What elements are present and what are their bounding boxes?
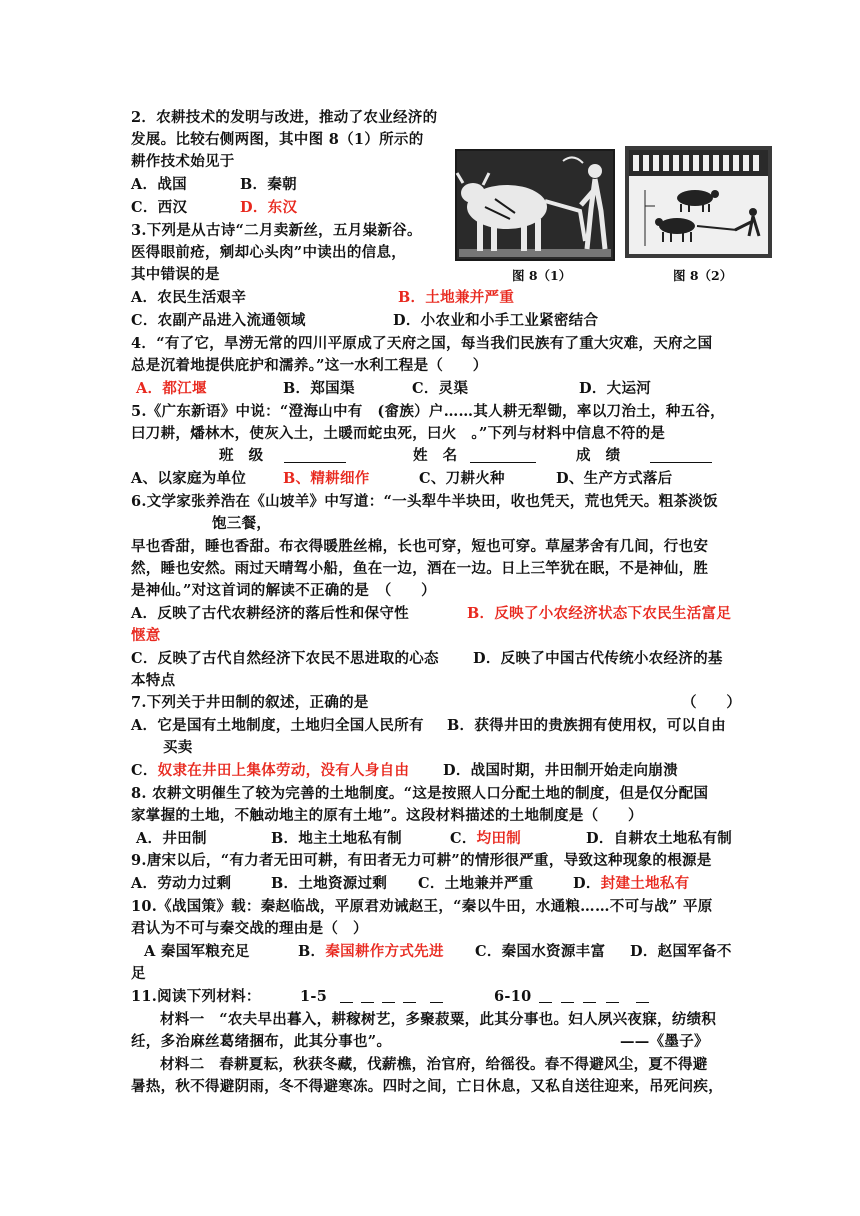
q4-option-d: D．大运河 <box>579 380 652 397</box>
answer-blank-4[interactable] <box>403 988 416 1003</box>
q5-option-d: D、生产方式落后 <box>556 470 673 487</box>
q5-option-b-prefix <box>283 468 370 490</box>
q7-option-d: D．战国时期，井田制开始走向崩溃 <box>443 762 678 779</box>
q5-option-a: A、以家庭为单位 <box>131 470 247 487</box>
q8-option-c-letter: C．均田制 <box>450 830 522 847</box>
q8-option-d: D．自耕农土地私有制 <box>586 830 733 847</box>
q2-line3: 耕作技术始见于 <box>131 153 235 170</box>
q4-line1: 4．“有了它，旱涝无常的四川平原成了天府之国，每当我们民族有了重大灾难，天府之国 <box>131 335 713 352</box>
figure-8-2-image <box>625 146 772 258</box>
score-label: 成 绩 <box>576 447 621 464</box>
q10-option-c: C．秦国水资源丰富 <box>475 943 606 960</box>
q7-option-b: B．获得井田的贵族拥有使用权，可以自由 <box>447 717 726 734</box>
q6-line5: 是神仙。”对这首词的解读不正确的是 （ ） <box>131 582 436 599</box>
q6-option-a: A．反映了古代农耕经济的落后性和保守性 <box>131 605 409 622</box>
q9-option-d-letter: D．封建土地私有 <box>573 875 690 892</box>
q11-material2-line2: 暑热，秋不得避阴雨，冬不得避寒冻。四时之间，亡日休息，又私自送往迎来，吊死问疾， <box>131 1078 723 1095</box>
q3-option-a: A．农民生活艰辛 <box>131 289 247 306</box>
answer-blank-2[interactable] <box>361 988 374 1003</box>
answer-blank-7[interactable] <box>561 988 574 1003</box>
q4-option-c: C．灵渠 <box>412 380 469 397</box>
answer-blank-1[interactable] <box>340 988 353 1003</box>
q3-option-c: C．农副产品进入流通领域 <box>131 312 306 329</box>
q3-line2: 医得眼前疮，剜却心头肉”中读出的信息， <box>131 244 407 261</box>
answer-blank-3[interactable] <box>382 988 395 1003</box>
q10-line1: 10.《战国策》载：秦赵临战，平原君劝诫赵王，“秦以牛田，水通粮……不可与战” 平原 <box>131 898 713 915</box>
q10-option-b-letter: B．秦国耕作方式先进 <box>298 943 444 960</box>
q2-line1: 2．农耕技术的发明与改进，推动了农业经济的 <box>131 109 438 126</box>
q8-line1: 8. 农耕文明催生了较为完善的土地制度。“这是按照人口分配土地的制度，但是仅分配国 <box>131 785 709 802</box>
q8-line2: 家掌握的土地，不触动地主的原有土地”。这段材料描述的土地制度是（ ） <box>131 807 643 824</box>
q7-option-c-letter: C．奴隶在井田上集体劳动，没有人身自由 <box>131 762 410 779</box>
q5-line2: 曰刀耕，燔林木，使灰入土，土暖而蛇虫死，曰火 。”下列与材料中信息不符的是 <box>131 425 666 442</box>
q9-option-c: C．土地兼并严重 <box>418 875 534 892</box>
q4-option-b: B．郑国渠 <box>283 380 355 397</box>
q8-option-a: A．井田制 <box>136 830 207 847</box>
name-label: 姓 名 <box>413 447 458 464</box>
q6-line3: 早也香甜，睡也香甜。布衣得暖胜丝棉，长也可穿，短也可穿。草屋茅舍有几间，行也安 <box>131 538 709 555</box>
q5-option-c: C、刀耕火种 <box>419 470 505 487</box>
q6-option-d: D．反映了中国古代传统小农经济的基 <box>473 650 723 667</box>
q9-option-a: A．劳动力过剩 <box>131 875 232 892</box>
q10-option-d-cont: 足 <box>131 965 146 982</box>
name-blank[interactable] <box>470 448 536 463</box>
q5-line1: 5.《广东新语》中说：“澄海山中有 (畲族）户……其人耕无犁锄，率以刀治土，种五谷， <box>131 403 725 420</box>
answer-blank-9[interactable] <box>606 988 619 1003</box>
q9-option-d-text: 封建土地私有 <box>600 875 690 892</box>
q6-option-b-cont: 惬意 <box>131 627 161 644</box>
q3-line1: 3.下列是从古诗“二月卖新丝，五月粜新谷。 <box>131 222 422 239</box>
q4-line2: 总是沉着地提供庇护和濡养。”这一水利工程是（ ） <box>131 357 488 374</box>
q6-option-d-cont: 本特点 <box>131 672 176 689</box>
q3-line3: 其中错误的是 <box>131 266 220 283</box>
q2-option-d: D．东汉 <box>240 199 298 216</box>
answer-range-6-10: 6-10 <box>494 988 532 1005</box>
q6-line2: 饱三餐， <box>212 515 272 532</box>
figure-8-1-caption: 图 8（1） <box>512 268 572 283</box>
q7-option-a: A．它是国有土地制度，土地归全国人民所有 <box>131 717 424 734</box>
q10-option-b-text: 秦国耕作方式先进 <box>325 943 444 960</box>
q6-line1: 6.文学家张养浩在《山坡羊》中写道：“一头犁牛半块田，收也凭天，荒也凭天。粗茶淡饭 <box>131 493 718 510</box>
q8-option-c-text: 均田制 <box>476 830 522 847</box>
q11-material1-line2: 纴，多治麻丝葛绪捆布，此其分事也”。 <box>131 1033 392 1050</box>
q6-line4: 然，睡也安然。雨过天晴驾小船，鱼在一边，酒在一边。日上三竿犹在眠，不是神仙，胜 <box>131 560 709 577</box>
q11-material2-line1: 材料二 春耕夏耘，秋获冬藏，伐薪樵，治官府，给徭役。春不得避风尘，夏不得避 <box>160 1056 708 1073</box>
q11-material1-source: ——《墨子》 <box>620 1033 709 1050</box>
figure-8-2-caption: 图 8（2） <box>673 268 733 283</box>
q5-option-b: B、精耕细作 <box>283 470 370 487</box>
q9-line1: 9.唐宋以后，“有力者无田可耕，有田者无力可耕”的情形很严重，导致这种现象的根源是 <box>131 852 712 869</box>
q7-option-c-text: 奴隶在井田上集体劳动，没有人身自由 <box>157 762 410 779</box>
q6-option-b: B．反映了小农经济状态下农民生活富足 <box>467 605 732 622</box>
q4-option-a: A．都江堰 <box>136 380 207 397</box>
answer-blank-5[interactable] <box>430 988 443 1003</box>
class-blank[interactable] <box>284 448 346 463</box>
q11-material1-line1: 材料一 “农夫早出暮入，耕稼树艺，多聚菽粟，此其分事也。妇人夙兴夜寐，纺绩积 <box>160 1011 717 1028</box>
q2-option-b: B．秦朝 <box>240 176 297 193</box>
score-blank[interactable] <box>650 448 712 463</box>
q6-option-c: C．反映了古代自然经济下农民不思进取的心态 <box>131 650 439 667</box>
class-label: 班 级 <box>219 447 264 464</box>
q3-option-d: D．小农业和小手工业紧密结合 <box>393 312 599 329</box>
q7-option-b-cont: 买卖 <box>163 739 193 756</box>
q2-option-c: C．西汉 <box>131 199 188 216</box>
answer-blank-8[interactable] <box>583 988 596 1003</box>
q7-line1: 7.下列关于井田制的叙述，正确的是 <box>131 694 369 711</box>
answer-blank-10[interactable] <box>636 988 649 1003</box>
q2-option-a: A．战国 <box>131 176 187 193</box>
q10-option-a: A 秦国军粮充足 <box>144 943 250 960</box>
q2-line2: 发展。比较右侧两图，其中图 8（1）所示的 <box>131 131 424 148</box>
q10-option-d: D．赵国军备不 <box>630 943 732 960</box>
q11-line1: 11.阅读下列材料： <box>131 988 261 1005</box>
answer-blank-6[interactable] <box>539 988 552 1003</box>
q9-option-b: B．土地资源过剩 <box>271 875 388 892</box>
q7-answer-paren: （ ） <box>682 694 742 711</box>
q10-line2: 君认为不可与秦交战的理由是（ ） <box>131 920 368 937</box>
figure-8-1-image <box>455 149 615 261</box>
q8-option-b: B．地主土地私有制 <box>271 830 402 847</box>
q3-option-b: B．土地兼并严重 <box>398 289 515 306</box>
answer-range-1-5: 1-5 <box>300 988 328 1005</box>
